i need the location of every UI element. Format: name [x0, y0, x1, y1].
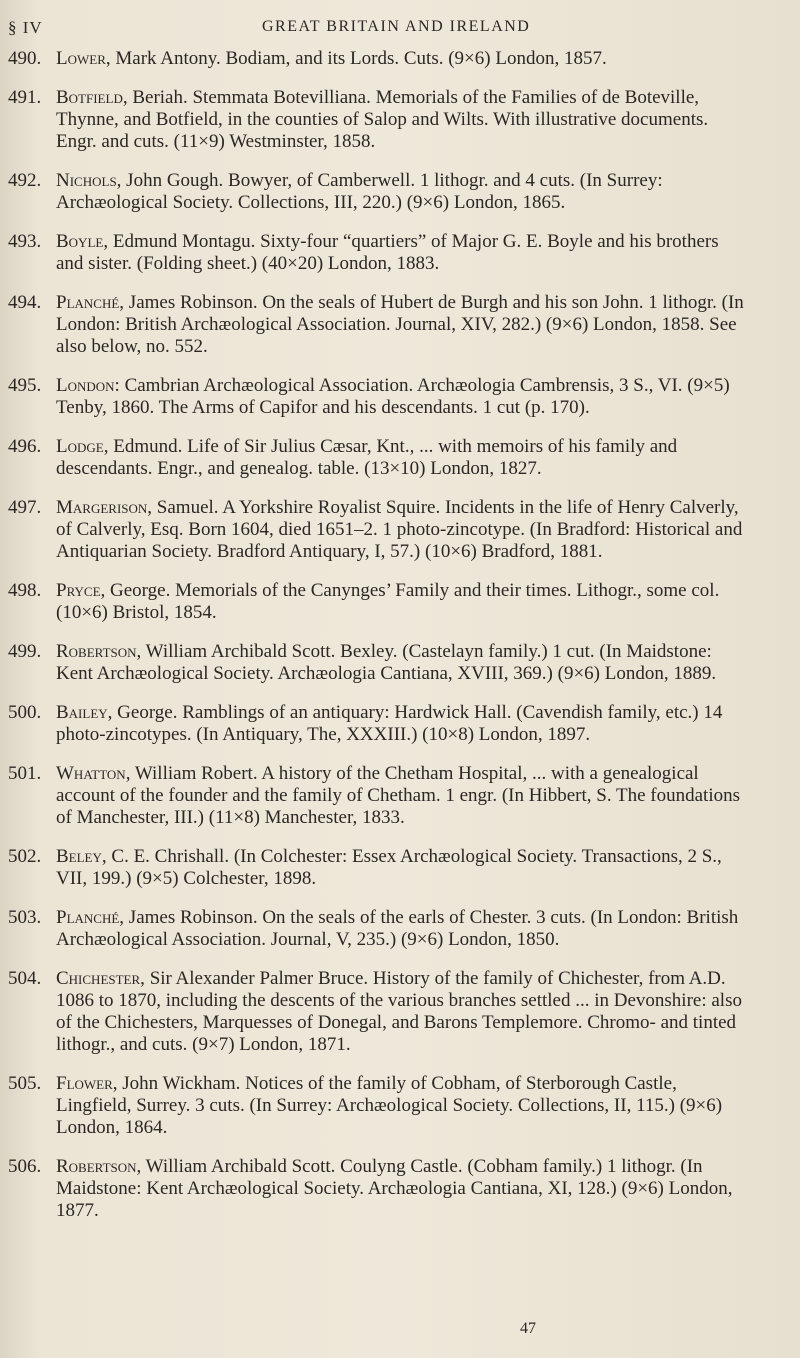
entry-description: Samuel. A Yorkshire Royalist Squire. Incidents in the life of Henry Calverly, of Calverly, Esq. Born 1604, died 1651–2. 1 photo-zincotype. (In Bradford: Historical and Antiquarian Society. Bradford Antiquary, I, 57.) (10×6) Bradford, 1881. — [56, 497, 743, 562]
entry-number: 506. — [8, 1156, 42, 1177]
entry-number: 501. — [8, 763, 42, 784]
bibliography-entry — [0, 1156, 800, 1222]
entry-author: Flower, — [56, 1073, 118, 1094]
bibliography-entry — [0, 968, 800, 1056]
entry-author: Chichester, — [56, 968, 145, 989]
bibliography-entry — [0, 641, 800, 685]
entry-text — [56, 846, 746, 890]
entry-author: Bailey, — [56, 702, 113, 723]
entry-number: 498. — [8, 580, 42, 601]
entry-description: Edmund. Life of Sir Julius Cæsar, Knt., ... with memoirs of his family and descendants. Engr., and genealog. table. (13×10) London, 1827. — [56, 436, 678, 479]
entry-description: William Archibald Scott. Bexley. (Castelayn family.) 1 cut. (In Maidstone: Kent Archæological Society. Archæologia Cantiana, XVIII, 369.) (9×6) London, 1889. — [56, 641, 717, 684]
entry-author: Nichols, — [56, 170, 122, 191]
bibliography-entry — [0, 48, 800, 70]
bibliography-list — [0, 48, 800, 1239]
entry-description: John Gough. Bowyer, of Camberwell. 1 lithogr. and 4 cuts. (In Surrey: Archæological Society. Collections, III, 220.) (9×6) London, 1865. — [56, 170, 663, 213]
entry-number: 502. — [8, 846, 42, 867]
entry-author: Lodge, — [56, 436, 109, 457]
entry-text — [56, 968, 746, 1056]
entry-author: Beley, — [56, 846, 107, 867]
entry-number: 505. — [8, 1073, 42, 1094]
bibliography-entry — [0, 702, 800, 746]
bibliography-entry — [0, 1073, 800, 1139]
entry-number: 494. — [8, 292, 42, 313]
bibliography-entry — [0, 87, 800, 153]
page-number: 47 — [520, 1320, 536, 1337]
entry-description: Edmund Montagu. Sixty-four “quartiers” of Major G. E. Boyle and his brothers and sister. (Folding sheet.) (40×20) London, 1883. — [56, 231, 719, 274]
entry-text — [56, 497, 746, 563]
entry-number: 492. — [8, 170, 42, 191]
entry-author: Robertson, — [56, 641, 142, 662]
entry-description: James Robinson. On the seals of the earls of Chester. 3 cuts. (In London: British Archæological Association. Journal, V, 235.) (9×6) London, 1850. — [56, 907, 739, 950]
entry-description: James Robinson. On the seals of Hubert de Burgh and his son John. 1 lithogr. (In London: British Archæological Association. Journal, XIV, 282.) (9×6) London, 1858. See also below, no. 552. — [56, 292, 744, 357]
entry-author: Botfield, — [56, 87, 128, 108]
bibliography-entry — [0, 170, 800, 214]
entry-text — [56, 87, 746, 153]
entry-description: Sir Alexander Palmer Bruce. History of the family of Chichester, from A.D. 1086 to 1870, including the descents of the various branches settled ... in Devonshire: also of the Chichesters, Marquesses of Donegal, and Barons Templemore. Chromo- and tinted lithogr., and cuts. (9×7) London, 1871. — [56, 968, 742, 1055]
entry-text — [56, 580, 746, 624]
entry-text — [56, 170, 746, 214]
entry-description: George. Memorials of the Canynges’ Family and their times. Lithogr., some col. (10×6) Bristol, 1854. — [56, 580, 720, 623]
entry-number: 504. — [8, 968, 42, 989]
entry-description: John Wickham. Notices of the family of Cobham, of Sterborough Castle, Lingfield, Surrey. 3 cuts. (In Surrey: Archæological Society. Collections, II, 115.) (9×6) London, 1864. — [56, 1073, 723, 1138]
bibliography-entry — [0, 580, 800, 624]
entry-number: 491. — [8, 87, 42, 108]
entry-text — [56, 1156, 746, 1222]
entry-author: Robertson, — [56, 1156, 142, 1177]
entry-text — [56, 375, 746, 419]
entry-number: 490. — [8, 48, 42, 69]
bibliography-entry — [0, 907, 800, 951]
bibliography-entry — [0, 292, 800, 358]
entry-number: 493. — [8, 231, 42, 252]
bibliography-entry — [0, 375, 800, 419]
entry-author: Margerison, — [56, 497, 153, 518]
entry-description: Beriah. Stemmata Botevilliana. Memorials of the Families of de Boteville, Thynne, and Botfield, in the counties of Salop and Wilts. With illustrative documents. Engr. and cuts. (11×9) Westminster, 1858. — [56, 87, 709, 152]
entry-description: C. E. Chrishall. (In Colchester: Essex Archæological Society. Transactions, 2 S., VII, 199.) (9×5) Colchester, 1898. — [56, 846, 722, 889]
section-mark: § IV — [8, 18, 43, 37]
entry-number: 499. — [8, 641, 42, 662]
entry-author: Whatton, — [56, 763, 131, 784]
entry-text — [56, 907, 746, 951]
entry-author: Lower, — [56, 48, 111, 69]
entry-description: William Archibald Scott. Coulyng Castle. (Cobham family.) 1 lithogr. (In Maidstone: Kent Archæological Society. Archæologia Cantiana, XI, 128.) (9×6) London, 1877. — [56, 1156, 733, 1221]
entry-description: Mark Antony. Bodiam, and its Lords. Cuts. (9×6) London, 1857. — [110, 48, 607, 69]
entry-author: Planché, — [56, 907, 125, 928]
entry-text — [56, 702, 746, 746]
entry-author: Planché, — [56, 292, 125, 313]
entry-description: Cambrian Archæological Association. Archæologia Cambrensis, 3 S., VI. (9×5) Tenby, 1860. The Arms of Capifor and his descendants. 1 cut (p. 170). — [56, 375, 730, 418]
bibliography-entry — [0, 497, 800, 563]
entry-author: Pryce, — [56, 580, 106, 601]
bibliography-entry — [0, 846, 800, 890]
bibliography-entry — [0, 231, 800, 275]
entry-text — [56, 48, 746, 70]
bibliography-entry — [0, 436, 800, 480]
entry-description: William Robert. A history of the Chetham Hospital, ... with a genealogical account of the founder and the family of Chetham. 1 engr. (In Hibbert, S. The foundations of Manchester, III.) (11×8) Manchester, 1833. — [56, 763, 740, 828]
entry-text — [56, 292, 746, 358]
entry-text — [56, 1073, 746, 1139]
entry-number: 495. — [8, 375, 42, 396]
entry-description: George. Ramblings of an antiquary: Hardwick Hall. (Cavendish family, etc.) 14 photo-zincotypes. (In Antiquary, The, XXXIII.) (10×8) London, 1897. — [56, 702, 723, 745]
running-header — [0, 14, 800, 44]
entry-text — [56, 763, 746, 829]
entry-number: 497. — [8, 497, 42, 518]
bibliography-entry — [0, 763, 800, 829]
entry-text — [56, 641, 746, 685]
entry-author: London: — [56, 375, 120, 396]
entry-number: 503. — [8, 907, 42, 928]
entry-text — [56, 436, 746, 480]
page-title: GREAT BRITAIN AND IRELAND — [262, 18, 531, 35]
entry-author: Boyle, — [56, 231, 109, 252]
entry-text — [56, 231, 746, 275]
entry-number: 500. — [8, 702, 42, 723]
entry-number: 496. — [8, 436, 42, 457]
